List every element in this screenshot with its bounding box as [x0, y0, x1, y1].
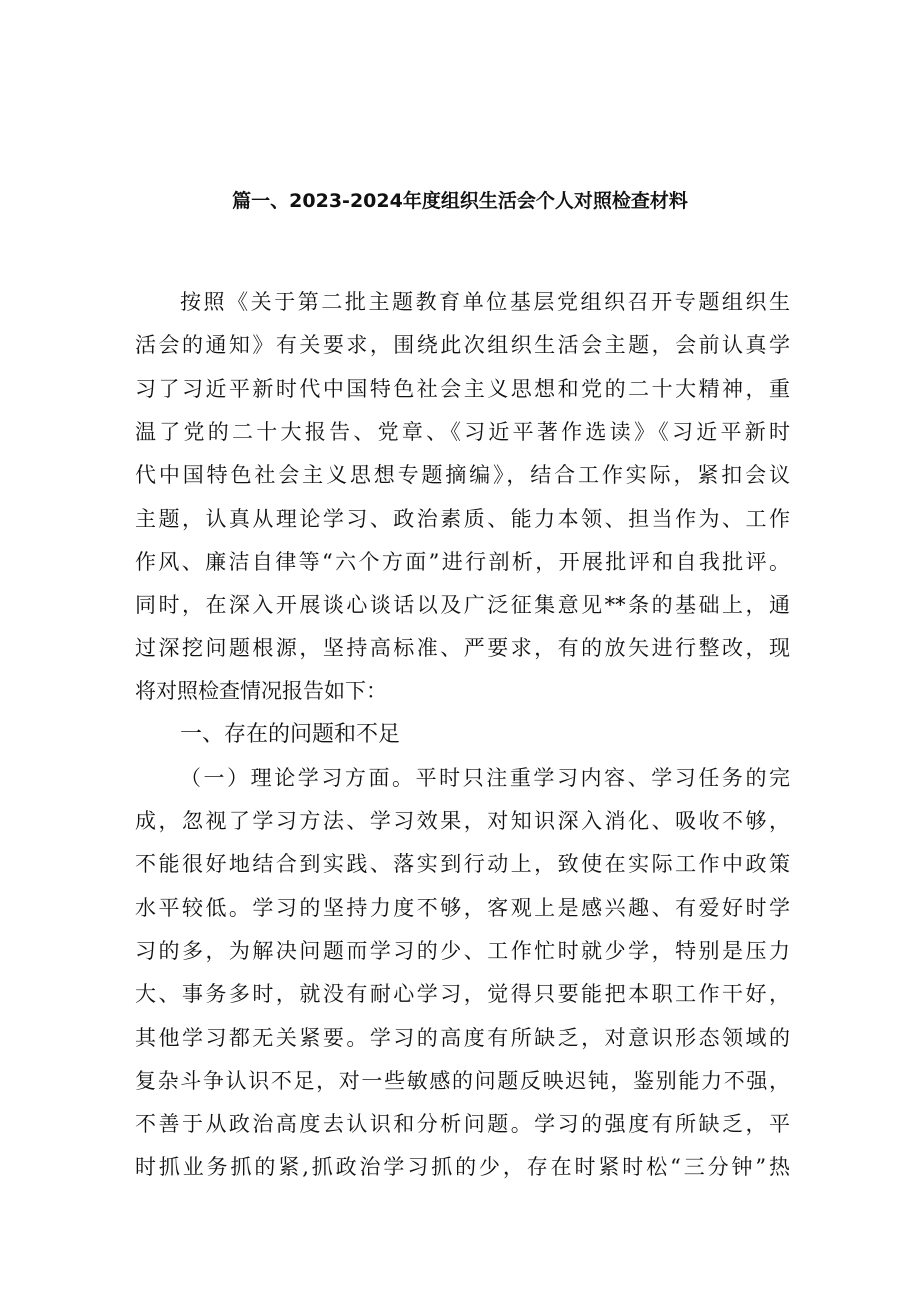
body-line: 其他学习都无关紧要。学习的高度有所缺乏，对意识形态领域的	[135, 1026, 790, 1050]
intro-line: 活会的通知》有关要求，围绕此次组织生活会主题，会前认真学	[135, 333, 790, 357]
body-line: 习的多，为解决问题而学习的少、工作忙时就少学，特别是压力	[135, 939, 790, 963]
body-line: 水平较低。学习的坚持力度不够，客观上是感兴趣、有爱好时学	[135, 896, 790, 920]
document-title: 篇一、2023-2024年度组织生活会个人对照检查材料	[232, 190, 688, 212]
intro-line: 将对照检查情况报告如下：	[135, 679, 387, 703]
intro-line: 温了党的二十大报告、党章、《习近平著作选读》《习近平新时	[135, 420, 790, 444]
intro-line: 同时，在深入开展谈心谈话以及广泛征集意见**条的基础上，通	[135, 593, 790, 617]
intro-line: 按照《关于第二批主题教育单位基层党组织召开专题组织生	[180, 290, 790, 314]
intro-line: 代中国特色社会主义思想专题摘编》，结合工作实际，紧扣会议	[135, 463, 790, 487]
body-line: 不善于从政治高度去认识和分析问题。学习的强度有所缺乏，平	[135, 1112, 790, 1136]
body-line: 成，忽视了学习方法、学习效果，对知识深入消化、吸收不够，	[135, 809, 790, 833]
body-line: 大、事务多时，就没有耐心学习，觉得只要能把本职工作干好，	[135, 982, 790, 1006]
body-line: 时抓业务抓的紧,抓政治学习抓的少，存在时紧时松“三分钟”热	[135, 1155, 790, 1179]
intro-line: 主题，认真从理论学习、政治素质、能力本领、担当作为、工作	[135, 507, 790, 531]
intro-line: 习了习近平新时代中国特色社会主义思想和党的二十大精神，重	[135, 377, 790, 401]
body-line: （一）理论学习方面。平时只注重学习内容、学习任务的完	[180, 766, 790, 790]
intro-line: 作风、廉洁自律等“六个方面”进行剖析，开展批评和自我批评。	[135, 550, 790, 574]
body-line: 不能很好地结合到实践、落实到行动上，致使在实际工作中政策	[135, 852, 790, 876]
intro-line: 过深挖问题根源，坚持高标准、严要求，有的放矢进行整改，现	[135, 636, 790, 660]
section-heading: 一、存在的问题和不足	[180, 722, 401, 747]
body-line: 复杂斗争认识不足，对一些敏感的问题反映迟钝，鉴别能力不强，	[135, 1069, 790, 1093]
